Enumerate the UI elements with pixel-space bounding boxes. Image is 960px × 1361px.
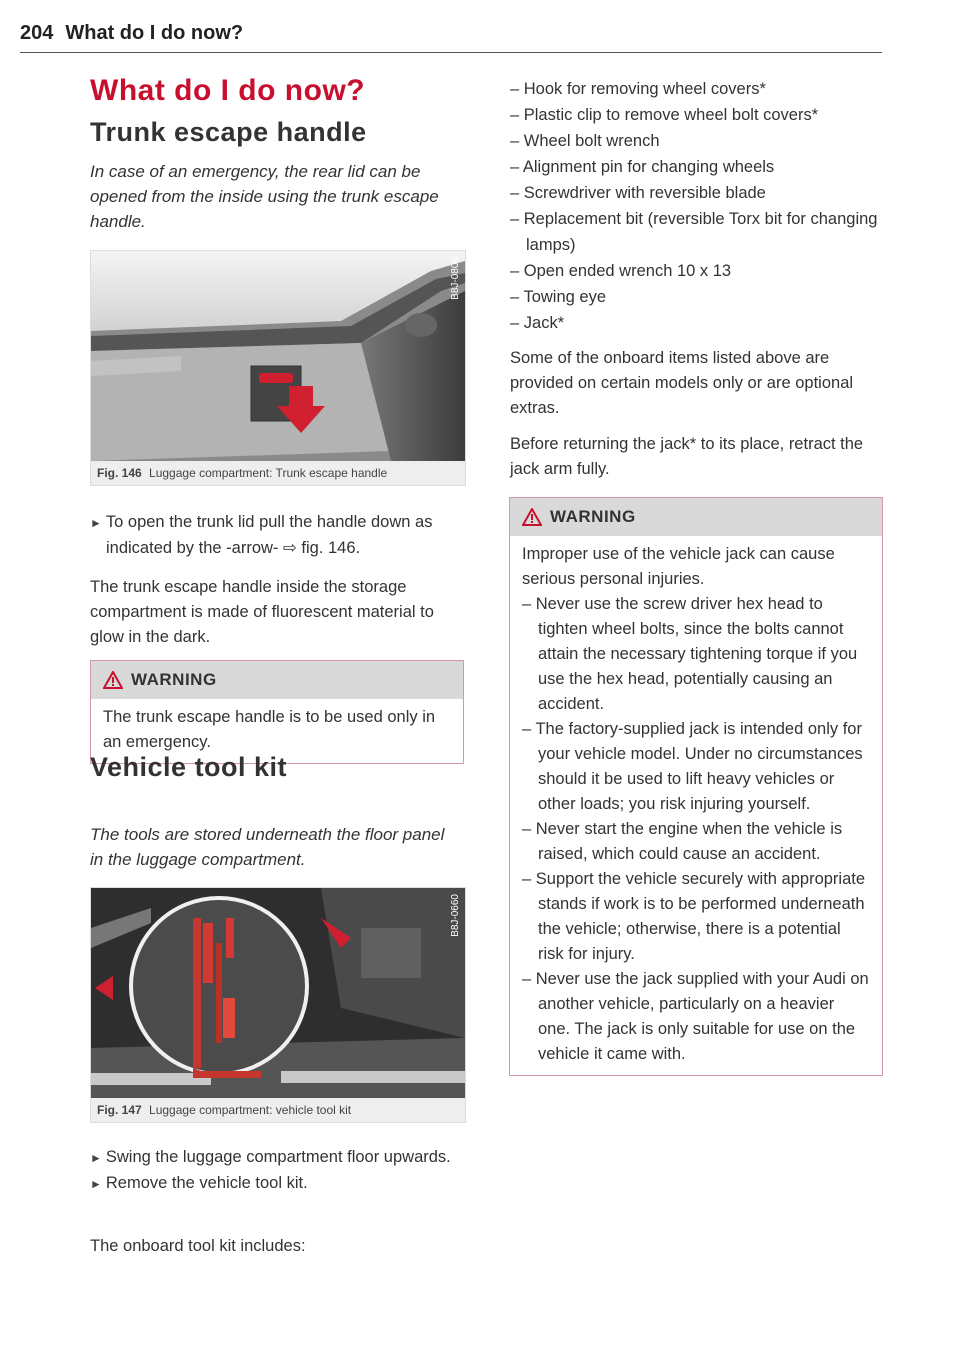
step-arrow-icon: ► (90, 1177, 102, 1191)
step-arrow-icon: ► (90, 1151, 102, 1165)
figure-tool-kit (90, 887, 466, 1123)
warning-triangle-icon (103, 671, 123, 689)
trunk-handle-image (91, 251, 465, 461)
toolkit-items-list (510, 76, 882, 336)
figure-code: B8J-0806 (450, 257, 461, 300)
list-item: – Towing eye (510, 284, 882, 310)
warning-title: WARNING (550, 507, 636, 526)
page-title: What do I do now? (90, 74, 366, 107)
trunk-handle-illustration (91, 251, 465, 461)
list-item: – Never start the engine when the vehicle is raised, which could cause an accident. (522, 817, 870, 867)
figure-code: B8J-0660 (450, 894, 461, 937)
toolkit-includes-label: The onboard tool kit includes: (90, 1237, 306, 1255)
note-jack: Before returning the jack* to its place, retract the jack arm fully. (510, 435, 864, 478)
running-title: What do I do now? (65, 22, 244, 44)
tool-kit-illustration (91, 888, 465, 1098)
figure-caption-text: Luggage compartment: vehicle tool kit (149, 1103, 352, 1117)
warning-header (510, 498, 882, 536)
tool-kit-image (91, 888, 465, 1098)
figure-trunk-handle (90, 250, 466, 486)
toolkit-step (90, 1171, 465, 1197)
list-item: – Alignment pin for changing wheels (510, 154, 882, 180)
list-item: – Never use the screw driver hex head to tighten wheel bolts, since the bolts cannot attain the necessary tightening torque if you use the hex head, potentially causing an accident. (522, 592, 870, 717)
toolkit-step-text: Remove the vehicle tool kit. (105, 1174, 308, 1192)
trunk-intro: In case of an emergency, the rear lid can be opened from the inside using the trunk escape handle. (90, 162, 439, 231)
trunk-description: The trunk escape handle inside the storage compartment is made of fluorescent material to glow in the dark. (90, 578, 434, 646)
list-item: – Never use the jack supplied with your Audi on another vehicle, particularly on a heavier one. The jack is only suitable for use on the vehicle it came with. (522, 967, 870, 1067)
header-divider (20, 52, 882, 53)
toolkit-heading: Vehicle tool kit (90, 752, 288, 782)
toolkit-steps (90, 1145, 465, 1197)
warning-header (91, 661, 463, 699)
toolkit-step (90, 1145, 465, 1171)
figure-caption-text: Luggage compartment: Trunk escape handle (149, 466, 388, 480)
warning-intro: Improper use of the vehicle jack can cause serious personal injuries. (522, 545, 835, 588)
note-models: Some of the onboard items listed above are provided on certain models only or are optional extras. (510, 349, 854, 417)
trunk-heading: Trunk escape handle (90, 117, 367, 147)
figure-caption (91, 1098, 465, 1122)
page-number: 204 (20, 22, 54, 44)
list-item: – Plastic clip to remove wheel bolt covers* (510, 102, 882, 128)
trunk-step-text: To open the trunk lid pull the handle down as indicated by the -arrow- ⇨ fig. 146. (105, 513, 433, 557)
list-item: – Hook for removing wheel covers* (510, 76, 882, 102)
trunk-warning-box (90, 660, 464, 764)
figure-caption (91, 461, 465, 485)
warning-title: WARNING (131, 670, 217, 689)
jack-warning-box (509, 497, 883, 1076)
trunk-step (90, 510, 486, 561)
warning-list (522, 592, 870, 1067)
toolkit-intro: The tools are stored underneath the floor panel in the luggage compartment. (90, 825, 445, 869)
list-item: – Jack* (510, 310, 882, 336)
page-header (20, 22, 243, 45)
toolkit-step-text: Swing the luggage compartment floor upwards. (105, 1148, 451, 1166)
warning-body (510, 536, 882, 1075)
list-item: – Replacement bit (reversible Torx bit for changing lamps) (510, 206, 882, 258)
warning-text: The trunk escape handle is to be used only in an emergency. (103, 708, 436, 751)
list-item: – The factory-supplied jack is intended only for your vehicle model. Under no circumstances should it be used to lift heavy vehicles or other loads; you risk injuring yourself. (522, 717, 870, 817)
list-item: – Wheel bolt wrench (510, 128, 882, 154)
step-arrow-icon: ► (90, 516, 102, 530)
list-item: – Open ended wrench 10 x 13 (510, 258, 882, 284)
list-item: – Screwdriver with reversible blade (510, 180, 882, 206)
warning-triangle-icon (522, 508, 542, 526)
figure-number: Fig. 147 (97, 1103, 142, 1117)
list-item: – Support the vehicle securely with appropriate stands if work is to be performed underneath the vehicle; otherwise, there is a potential risk for injury. (522, 867, 870, 967)
figure-number: Fig. 146 (97, 466, 142, 480)
